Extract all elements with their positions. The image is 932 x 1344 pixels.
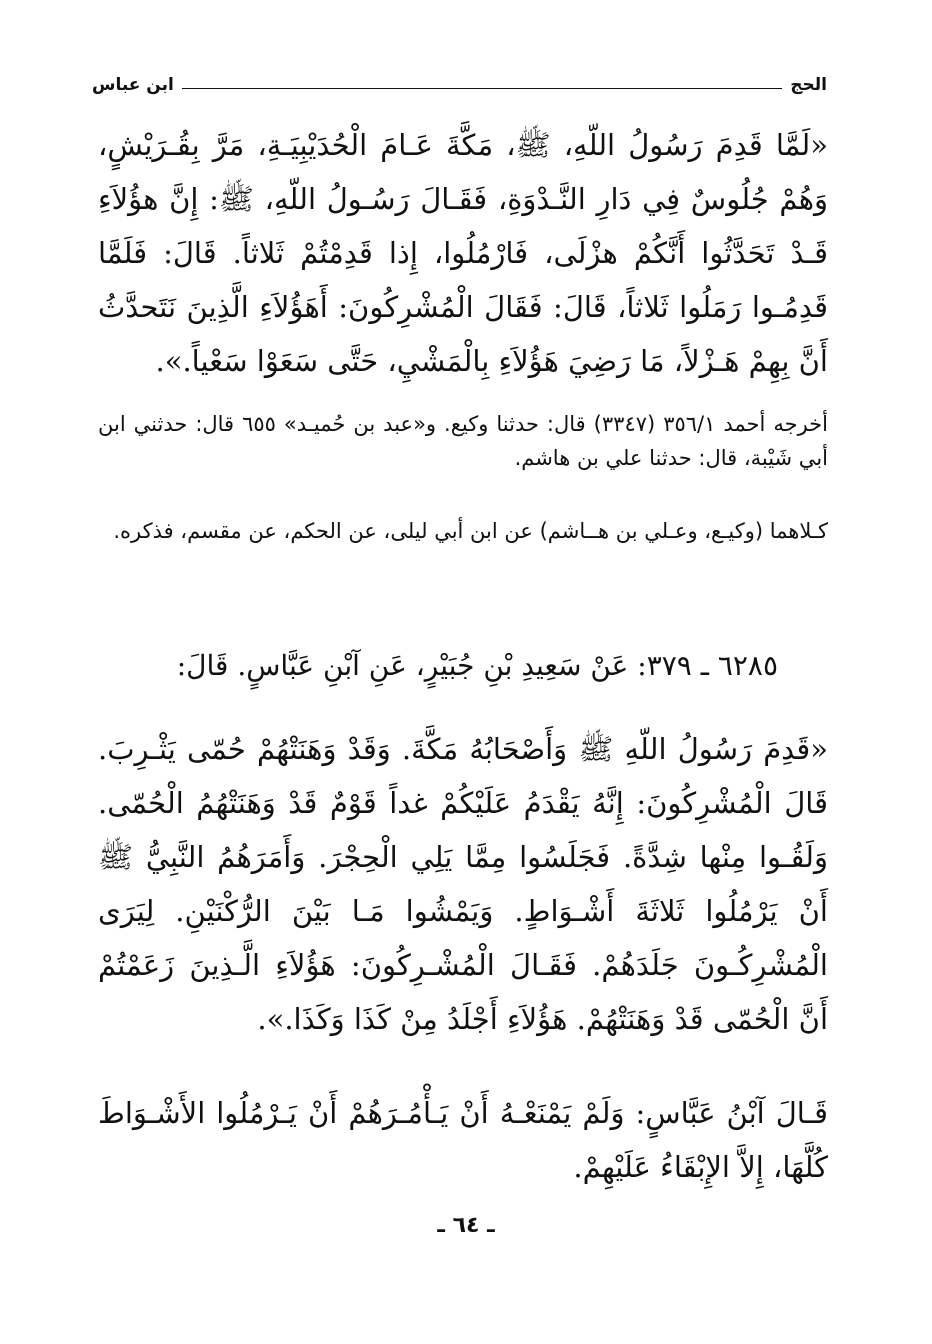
hadith-text-1: [98, 118, 828, 388]
running-header: [92, 68, 827, 102]
header-section-title: الحج: [790, 75, 827, 95]
hadith-2-paragraph: «قَدِمَ رَسُولُ اللّهِ ﷺ وَأَصْحَابُهُ مَكَّةَ. وَقَدْ وَهَنَتْهُمْ حُمّى يَثْـرِبَ. قَالَ الْمُشْرِكُونَ: إِنَّهُ يَقْدَمُ عَلَيْكُمْ غداً قَوْمٌ قَدْ وَهَنَتْهُمُ الْحُمّى. وَلَقُـوا مِنْها شِدَّةً. فَجَلَسُوا مِمَّا يَلِي الْحِجْرَ. وَأَمَرَهُمُ النَّبِيُّ ﷺ أَنْ يَرْمُلُوا ثَلاثَةَ أَشْـوَاطٍ. وَيَمْشُوا مَـا بَيْنَ الرُّكْنَيْنِ. لِيَرَى الْمُشْرِكُـونَ جَلَدَهُمْ. فَقَـالَ الْمُشْـرِكُونَ: هَؤُلاَءِ الَّـذِينَ زَعَمْتُمْ أَنَّ الْحُمّى قَدْ وَهَنَتْهُمْ. هَؤُلاَءِ أَجْلَدُ مِنْ كَذَا وَكَذَا.».: [98, 732, 828, 1036]
header-rule: [182, 88, 782, 89]
hadith-2-number-and-chain: ٦٢٨٥ ـ ٣٧٩: عَنْ سَعِيدِ بْنِ جُبَيْرٍ، عَنِ آبْنِ عَبَّاسٍ. قَالَ:: [176, 649, 778, 682]
hadith-text-2: [98, 722, 828, 1046]
page-number: ـ ٦٤ ـ: [437, 1213, 495, 1238]
isnad-chain-note-1: [98, 514, 828, 548]
takhrij-1-line: أخرجه أحمد ٣٥٦/١ (٣٣٤٧) قال: حدثنا وكيع. و«عبد بن حُميـد» ٦٥٥ قال: حدثني ابن أبي شَيْبة، قال: حدثنا علي بن هاشم.: [98, 412, 828, 470]
hadith-2-heading: [98, 644, 828, 688]
hadith-1-paragraph: «لَمَّا قَدِمَ رَسُولُ اللّهِ، ﷺ، مَكَّةَ عَـامَ الْحُدَيْبِيَـةِ، مَرَّ بِقُـرَيْشٍ، وَهُمْ جُلُوسٌ فِي دَارِ النَّـدْوَةِ، فَقَـالَ رَسُـولُ اللّهِ، ﷺ: إِنَّ هؤُلاَءِ قَـدْ تَحَدَّثُوا أَنَّكُمْ هزْلَى، فَارْمُلُوا، إِذا قَدِمْتُمْ ثَلاثاً. قَالَ: فَلَمَّا قَدِمُـوا رَمَلُوا ثَلاثاً، قَالَ: فَقَالَ الْمُشْرِكُونَ: أَهَؤُلاَءِ الَّذِينَ نَتَحدَّثُ أَنَّ بِهِمْ هَـزْلاً، مَا رَضِيَ هَؤُلاَءِ بِالْمَشْيِ، حَتَّى سَعَوْا سَعْياً.».: [98, 128, 828, 378]
ibn-abbas-statement: [98, 1086, 828, 1194]
takhrij-note-1: [98, 407, 828, 475]
ibn-abbas-paragraph: قَـالَ آبْنُ عَبَّاسٍ: وَلَمْ يَمْنَعْـهُ أَنْ يَـأْمُـرَهُمْ أَنْ يَـرْمُلُوا الأَشْـوَاطَ كُلَّهَا، إِلاَّ الإِبْقَاءُ عَلَيْهِمْ.: [98, 1096, 828, 1184]
isnad-chain-1: كـلاهما (وكيـع، وعـلي بن هــاشم) عن ابن أبي ليلى، عن الحكم، عن مقسم، فذكره.: [113, 519, 828, 543]
header-narrator-name: ابن عباس: [92, 75, 174, 95]
